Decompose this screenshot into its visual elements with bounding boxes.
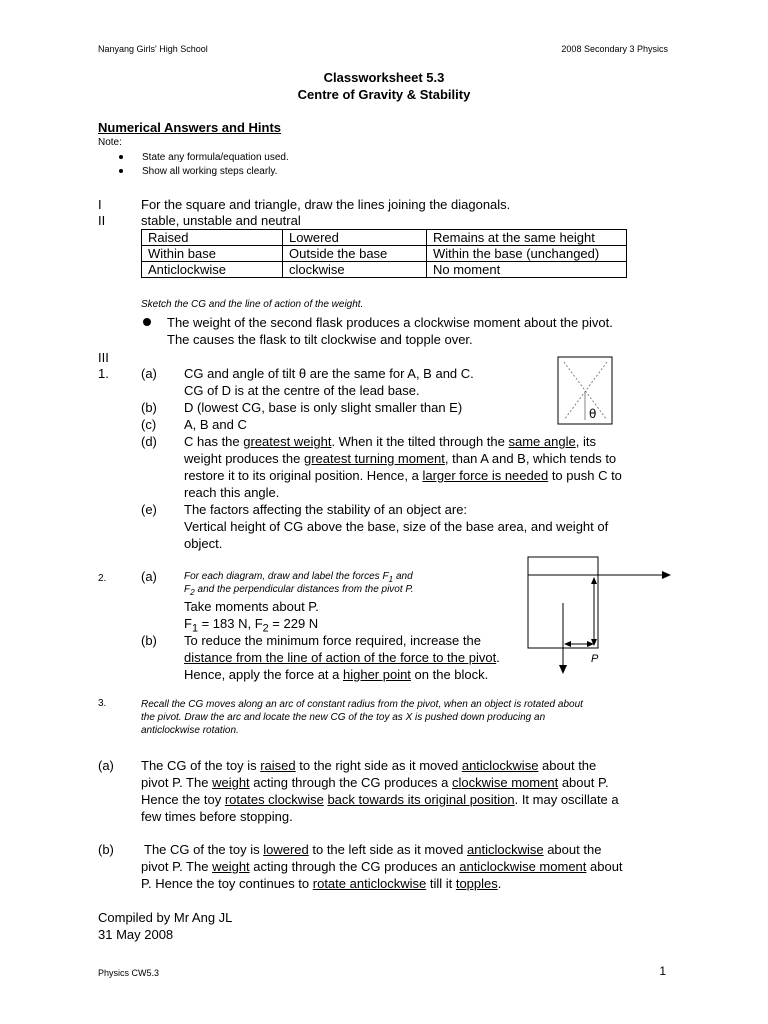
note-label: Note: [98,137,122,148]
q1c-label: (c) [141,417,157,432]
bullet-icon [143,318,151,326]
q1a-line2: CG of D is at the centre of the lead base. [184,383,420,398]
q3-hint-line2: the pivot. Draw the arc and locate the new CG of the toy as X is pushed down producing an [141,712,546,723]
compiled-by: Compiled by Mr Ang JL [98,910,233,925]
q1c-text: A, B and C [184,417,247,432]
header-school: Nanyang Girls' High School [98,44,208,54]
q2b-line2: distance from the line of action of the force to the pivot. [184,650,500,665]
q1e-line1: The factors affecting the stability of an object are: [184,502,468,517]
q1d-label: (d) [141,434,157,449]
block-force-diagram [525,556,673,678]
note-item: Show all working steps clearly. [142,166,278,177]
q3-hint-line1: Recall the CG moves along an arc of constant radius from the pivot, when an object is rotated about [141,699,583,710]
q1b-text: D (lowest CG, base is only slight smaller than E) [184,400,463,415]
q1d-line2: weight produces the greatest turning moment, than A and B, which tends to [184,451,617,466]
q3b-line1: The CG of the toy is lowered to the left side as it moved anticlockwise about the [144,842,602,857]
sketch-hint: Sketch the CG and the line of action of the weight. [141,299,364,310]
q2b-line3: Hence, apply the force at a higher point on the block. [184,667,489,682]
table-cell: clockwise [283,262,427,278]
page-number: 1 [659,964,666,978]
tilted-block-diagram [557,356,613,426]
bullet-icon [119,169,123,173]
q2-hint-line1: For each diagram, draw and label the forces $F_1$ and [184,571,413,584]
q2-moments: Take moments about P. [184,599,319,614]
compiled-date: 31 May 2008 [98,927,174,942]
table-row [142,262,627,278]
note-item: State any formula/equation used. [142,152,289,163]
part-III-numeral: III [98,350,109,365]
q3a-label: (a) [98,758,114,773]
q2b-line1: To reduce the minimum force required, increase the [184,633,481,648]
answer-table [141,229,627,278]
pivot-label: P [591,653,599,665]
page-title: Classworksheet 5.3 [323,70,445,85]
q1d-line1: C has the greatest weight. When it the tilted through the same angle, its [184,434,596,449]
q2-hint-line2: $F_2$ and the perpendicular distances from the pivot P. [184,584,414,597]
q3b-label: (b) [98,842,114,857]
section-title: Numerical Answers and Hints [98,120,282,135]
table-cell: Anticlockwise [142,262,283,278]
q2b-label: (b) [141,633,157,648]
q3b-line2: pivot P. The weight acting through the CG produces an anticlockwise moment about [141,859,623,874]
table-cell: Raised [142,230,283,246]
q3a-line1: The CG of the toy is raised to the right side as it moved anticlockwise about the [141,758,597,773]
part-I-numeral: I [98,197,102,212]
table-cell: Within the base (unchanged) [427,246,627,262]
table-cell: Remains at the same height [427,230,627,246]
part-II-numeral: II [98,213,106,228]
q1b-label: (b) [141,400,157,415]
page-subtitle: Centre of Gravity & Stability [297,87,471,102]
q1d-line3: restore it to its original position. Hence, a larger force is needed to push C to [184,468,622,483]
flask-answer-line2: The causes the flask to tilt clockwise and topple over. [167,332,473,347]
table-cell: Within base [142,246,283,262]
table-cell: No moment [427,262,627,278]
table-row [142,246,627,262]
part-I-text: For the square and triangle, draw the lines joining the diagonals. [141,197,511,212]
q1-number: 1. [98,366,109,381]
q1e-line2: Vertical height of CG above the base, size of the base area, and weight of [184,519,609,534]
q1a-label: (a) [141,366,157,381]
part-II-text: stable, unstable and neutral [141,213,301,228]
q3-hint-line3: anticlockwise rotation. [141,725,239,736]
q2-number: 2. [98,573,107,584]
q1d-line4: reach this angle. [184,485,280,500]
q3b-line3: P. Hence the toy continues to rotate anticlockwise till it topples. [141,876,502,891]
footer-doc-name: Physics CW5.3 [98,968,160,978]
q3-number: 3. [98,698,107,709]
q3a-line4: few times before stopping. [141,809,293,824]
q3a-line2: pivot P. The weight acting through the CG produces a clockwise moment about P. [141,775,609,790]
q1e-line3: object. [184,536,223,551]
theta-label: θ [589,407,597,421]
q1e-label: (e) [141,502,157,517]
table-cell: Outside the base [283,246,427,262]
q1a-line1: CG and angle of tilt θ are the same for A, B and C. [184,366,474,381]
q2a-label: (a) [141,569,157,584]
q3a-line3: Hence the toy rotates clockwise back towards its original position. It may oscillate a [141,792,619,807]
table-cell: Lowered [283,230,427,246]
table-row [142,230,627,246]
q2-forces: $F_1 = 183$ N, $F_2 = 229$ N [184,616,319,635]
bullet-icon [119,155,123,159]
header-course: 2008 Secondary 3 Physics [561,44,668,54]
flask-answer-line1: The weight of the second flask produces a clockwise moment about the pivot. [167,315,613,330]
